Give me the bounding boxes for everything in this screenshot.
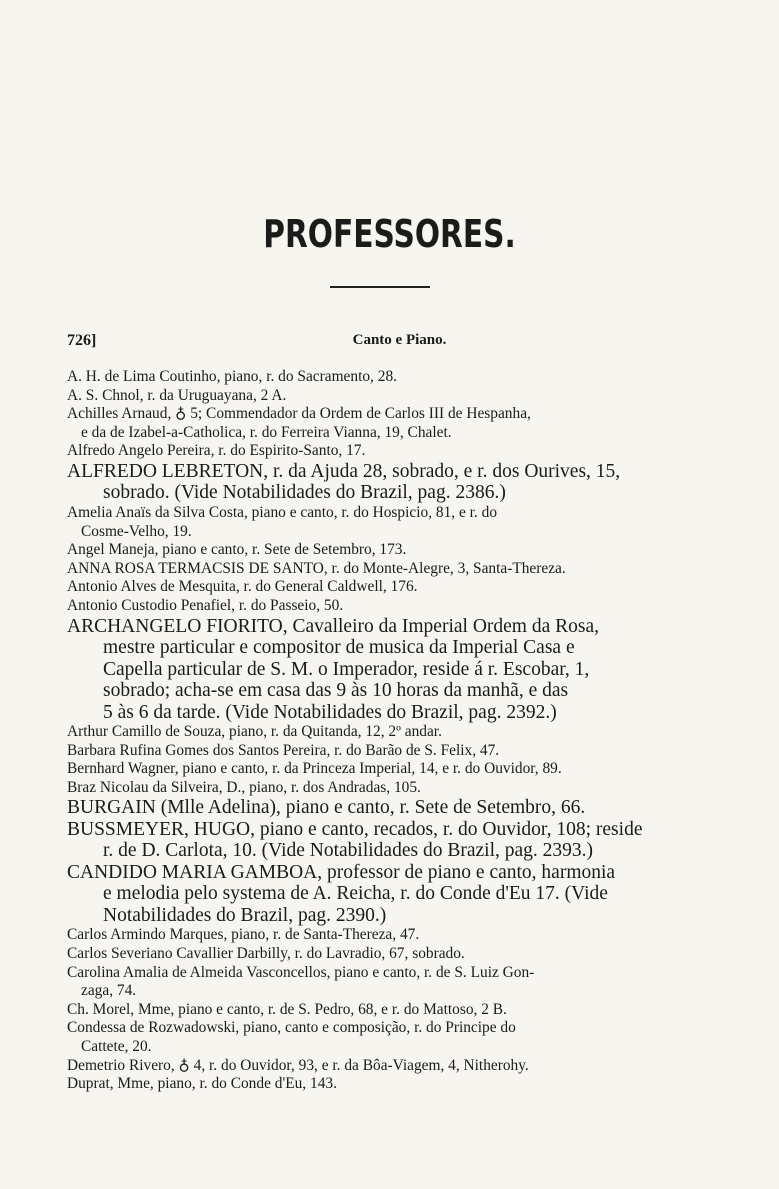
entry-line: Bernhard Wagner, piano e canto, r. da Princeza Imperial, 14, e r. do Ouvidor, 89. (67, 760, 562, 778)
entry-line: Amelia Anaïs da Silva Costa, piano e canto, r. do Hospicio, 81, e r. do (67, 503, 498, 521)
directory-entry (67, 779, 707, 798)
entry-line: ALFREDO LEBRETON, r. da Ajuda 28, sobrado, e r. dos Ourives, 15, (67, 460, 621, 482)
directory-entry (67, 461, 707, 504)
entry-line: Carlos Severiano Cavallier Darbilly, r. do Lavradio, 67, sobrado. (67, 945, 465, 962)
directory-entry (67, 945, 707, 964)
entry-line: Angel Maneja, piano e canto, r. Sete de Setembro, 173. (67, 541, 407, 559)
directory-entry (67, 760, 707, 779)
directory-entry (67, 1019, 707, 1056)
directory-entry (67, 964, 707, 1001)
entry-line: Condessa de Rozwadowski, piano, canto e composição, r. do Principe do (67, 1019, 516, 1037)
directory-entry (67, 442, 707, 461)
entry-continuation-line: Capella particular de S. M. o Imperador, reside á r. Escobar, 1, (103, 658, 590, 680)
entry-line: Carolina Amalia de Almeida Vasconcellos, piano e canto, r. de S. Luiz Gon- (67, 963, 535, 981)
entry-line: Braz Nicolau da Silveira, D., piano, r. dos Andradas, 105. (67, 778, 421, 796)
entry-continuation-line: Cosme-Velho, 19. (81, 522, 192, 540)
directory-entry (67, 578, 707, 597)
entry-line: CANDIDO MARIA GAMBOA, professor de piano e canto, harmonia (67, 861, 616, 883)
entry-line: ARCHANGELO FIORITO, Cavalleiro da Imperial Ordem da Rosa, (67, 615, 599, 637)
entry-line: Antonio Custodio Penafiel, r. do Passeio, 50. (67, 596, 344, 614)
directory-entry (67, 862, 707, 927)
entry-line: Achilles Arnaud, ♁ 5; Commendador da Ordem de Carlos III de Hespanha, (67, 405, 531, 423)
directory-entry (67, 1001, 707, 1020)
entry-line: BURGAIN (Mlle Adelina), piano e canto, r. Sete de Setembro, 66. (67, 797, 586, 819)
directory-entry (67, 1075, 707, 1094)
directory-entry (67, 926, 707, 945)
page-title: PROFESSORES. (263, 212, 516, 256)
directory-entry (67, 541, 707, 560)
entry-line: A. S. Chnol, r. da Uruguayana, 2 A. (67, 386, 287, 404)
entry-line: A. H. de Lima Coutinho, piano, r. do Sacramento, 28. (67, 368, 397, 385)
entry-line: Carlos Armindo Marques, piano, r. de Santa-Thereza, 47. (67, 926, 420, 944)
section-heading: Canto e Piano. (352, 332, 447, 348)
entry-line: Alfredo Angelo Pereira, r. do Espirito-Santo, 17. (67, 442, 366, 460)
directory-entry (67, 368, 707, 387)
entry-line: Barbara Rufina Gomes dos Santos Pereira, r. do Barão de S. Felix, 47. (67, 741, 500, 759)
entry-continuation-line: zaga, 74. (81, 982, 137, 1000)
directory-entry (67, 405, 707, 442)
entry-continuation-line: mestre particular e compositor de musica da Imperial Casa e (103, 637, 575, 659)
directory-entry (67, 742, 707, 761)
entry-continuation-line: Cattete, 20. (81, 1037, 152, 1055)
directory-entry (67, 597, 707, 616)
entry-line: Ch. Morel, Mme, piano e canto, r. de S. Pedro, 68, e r. do Mattoso, 2 B. (67, 1000, 507, 1018)
entry-continuation-line: 5 às 6 da tarde. (Vide Notabilidades do Brazil, pag. 2392.) (103, 701, 557, 723)
entry-continuation-line: Notabilidades do Brazil, pag. 2390.) (103, 904, 387, 926)
directory-entry (67, 723, 707, 742)
entry-line: ANNA ROSA TERMACSIS DE SANTO, r. do Monte-Alegre, 3, Santa-Thereza. (67, 559, 566, 577)
page-number: 726] (67, 332, 97, 349)
directory-entry (67, 819, 707, 862)
directory-entry (67, 560, 707, 579)
directory-entry (67, 387, 707, 406)
directory-entry (67, 797, 707, 819)
title-divider (330, 286, 430, 288)
entry-line: Arthur Camillo de Souza, piano, r. da Quitanda, 12, 2º andar. (67, 723, 442, 741)
entry-continuation-line: r. de D. Carlota, 10. (Vide Notabilidades do Brazil, pag. 2393.) (103, 840, 594, 862)
directory-list (67, 368, 707, 1094)
directory-entry (67, 504, 707, 541)
entry-continuation-line: sobrado; acha-se em casa das 9 às 10 horas da manhã, e das (103, 680, 569, 702)
directory-entry (67, 616, 707, 724)
entry-line: Duprat, Mme, piano, r. do Conde d'Eu, 143. (67, 1075, 337, 1093)
entry-line: BUSSMEYER, HUGO, piano e canto, recados, r. do Ouvidor, 108; reside (67, 818, 643, 840)
entry-continuation-line: e da de Izabel-a-Catholica, r. do Ferreira Vianna, 19, Chalet. (81, 423, 452, 441)
entry-continuation-line: e melodia pelo systema de A. Reicha, r. do Conde d'Eu 17. (Vide (103, 883, 608, 905)
entry-line: Demetrio Rivero, ♁ 4, r. do Ouvidor, 93, e r. da Bôa-Viagem, 4, Nitherohy. (67, 1056, 529, 1074)
directory-entry (67, 1057, 707, 1076)
entry-line: Antonio Alves de Mesquita, r. do General Caldwell, 176. (67, 578, 418, 596)
entry-continuation-line: sobrado. (Vide Notabilidades do Brazil, pag. 2386.) (103, 482, 506, 504)
